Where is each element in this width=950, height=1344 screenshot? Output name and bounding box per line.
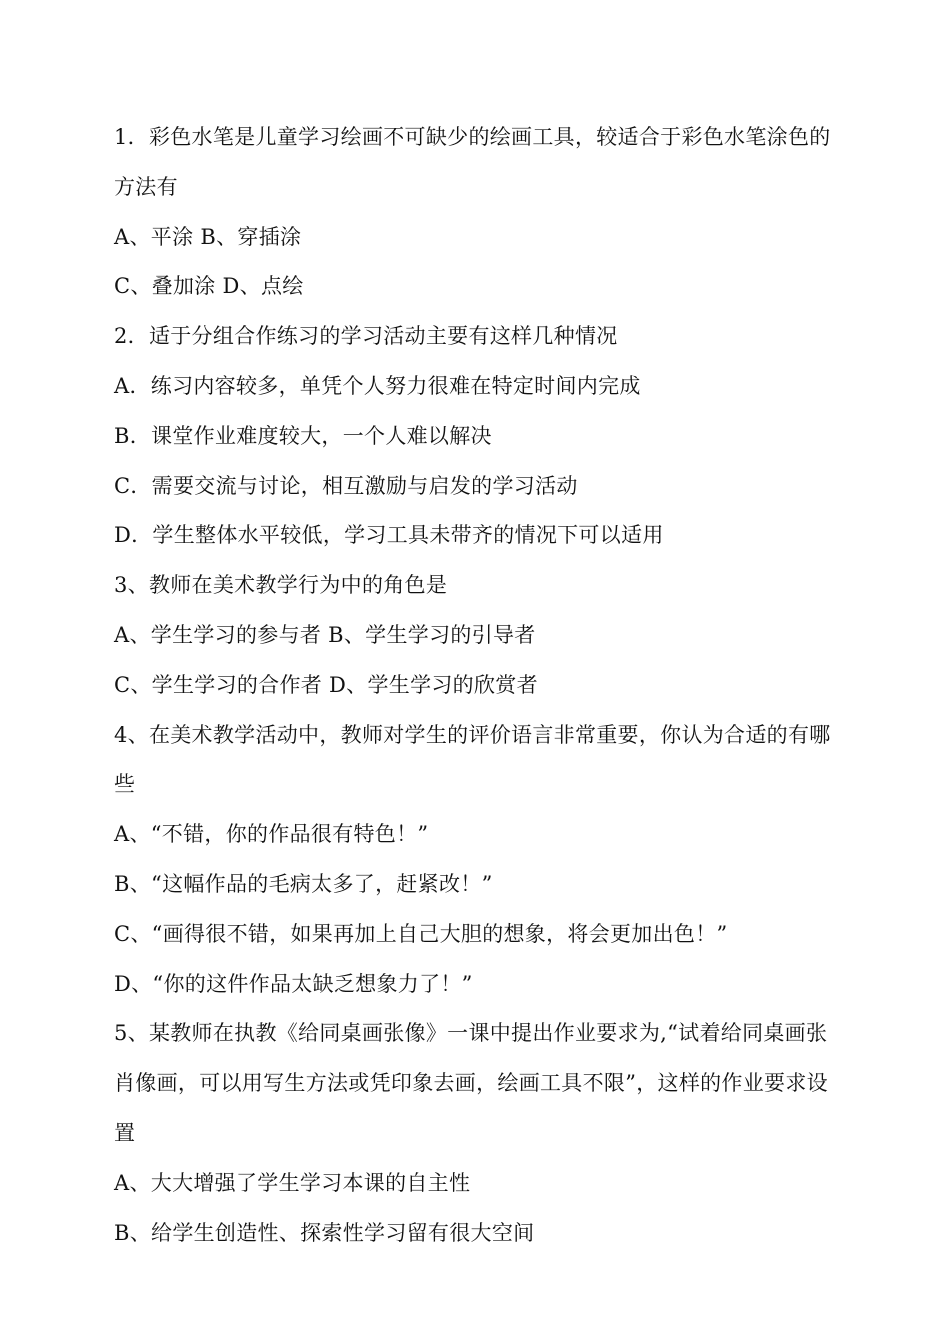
q4-stem-line-1: 4、在美术教学活动中，教师对学生的评价语言非常重要，你认为合适的有哪	[114, 722, 831, 747]
q1-stem-line-2: 方法有	[114, 174, 178, 199]
q2-stem: 2．适于分组合作练习的学习活动主要有这样几种情况	[114, 324, 618, 349]
q5-option-b: B、给学生创造性、探索性学习留有很大空间	[114, 1220, 535, 1245]
q2-option-c: C．需要交流与讨论，相互激励与启发的学习活动	[114, 473, 578, 498]
q3-options-ab: A、学生学习的参与者 B、学生学习的引导者	[114, 622, 536, 647]
q4-option-d: D、“你的这件作品太缺乏想象力了！”	[114, 971, 473, 996]
q5-stem-line-3: 置	[114, 1120, 136, 1145]
q2-option-d: D．学生整体水平较低，学习工具未带齐的情况下可以适用	[114, 523, 664, 548]
q1-stem-line-1: 1．彩色水笔是儿童学习绘画不可缺少的绘画工具，较适合于彩色水笔涂色的	[114, 125, 831, 149]
q5-option-a: A、大大增强了学生学习本课的自主性	[114, 1170, 471, 1195]
q3-options-cd: C、学生学习的合作者 D、学生学习的欣赏者	[114, 672, 538, 697]
q3-stem: 3、教师在美术教学行为中的角色是	[114, 573, 448, 598]
q1-options-cd: C、叠加涂 D、点绘	[114, 274, 304, 299]
q4-stem-line-2: 些	[114, 772, 136, 797]
q5-stem-line-1: 5、某教师在执教《给同桌画张像》一课中提出作业要求为,“试着给同桌画张	[114, 1021, 828, 1046]
document-body	[114, 113, 874, 1258]
q1-options-ab: A、平涂 B、穿插涂	[114, 224, 302, 249]
q2-option-b: B．课堂作业难度较大，一个人难以解决	[114, 423, 492, 448]
q4-option-c: C、“画得很不错，如果再加上自己大胆的想象，将会更加出色！”	[114, 921, 728, 946]
q2-option-a: A．练习内容较多，单凭个人努力很难在特定时间内完成	[114, 373, 641, 398]
q5-stem-line-2: 肖像画，可以用写生方法或凭印象去画，绘画工具不限”，这样的作业要求设	[114, 1071, 828, 1096]
q4-option-a: A、“不错，你的作品很有特色！”	[114, 822, 429, 847]
q4-option-b: B、“这幅作品的毛病太多了，赶紧改！”	[114, 871, 493, 896]
